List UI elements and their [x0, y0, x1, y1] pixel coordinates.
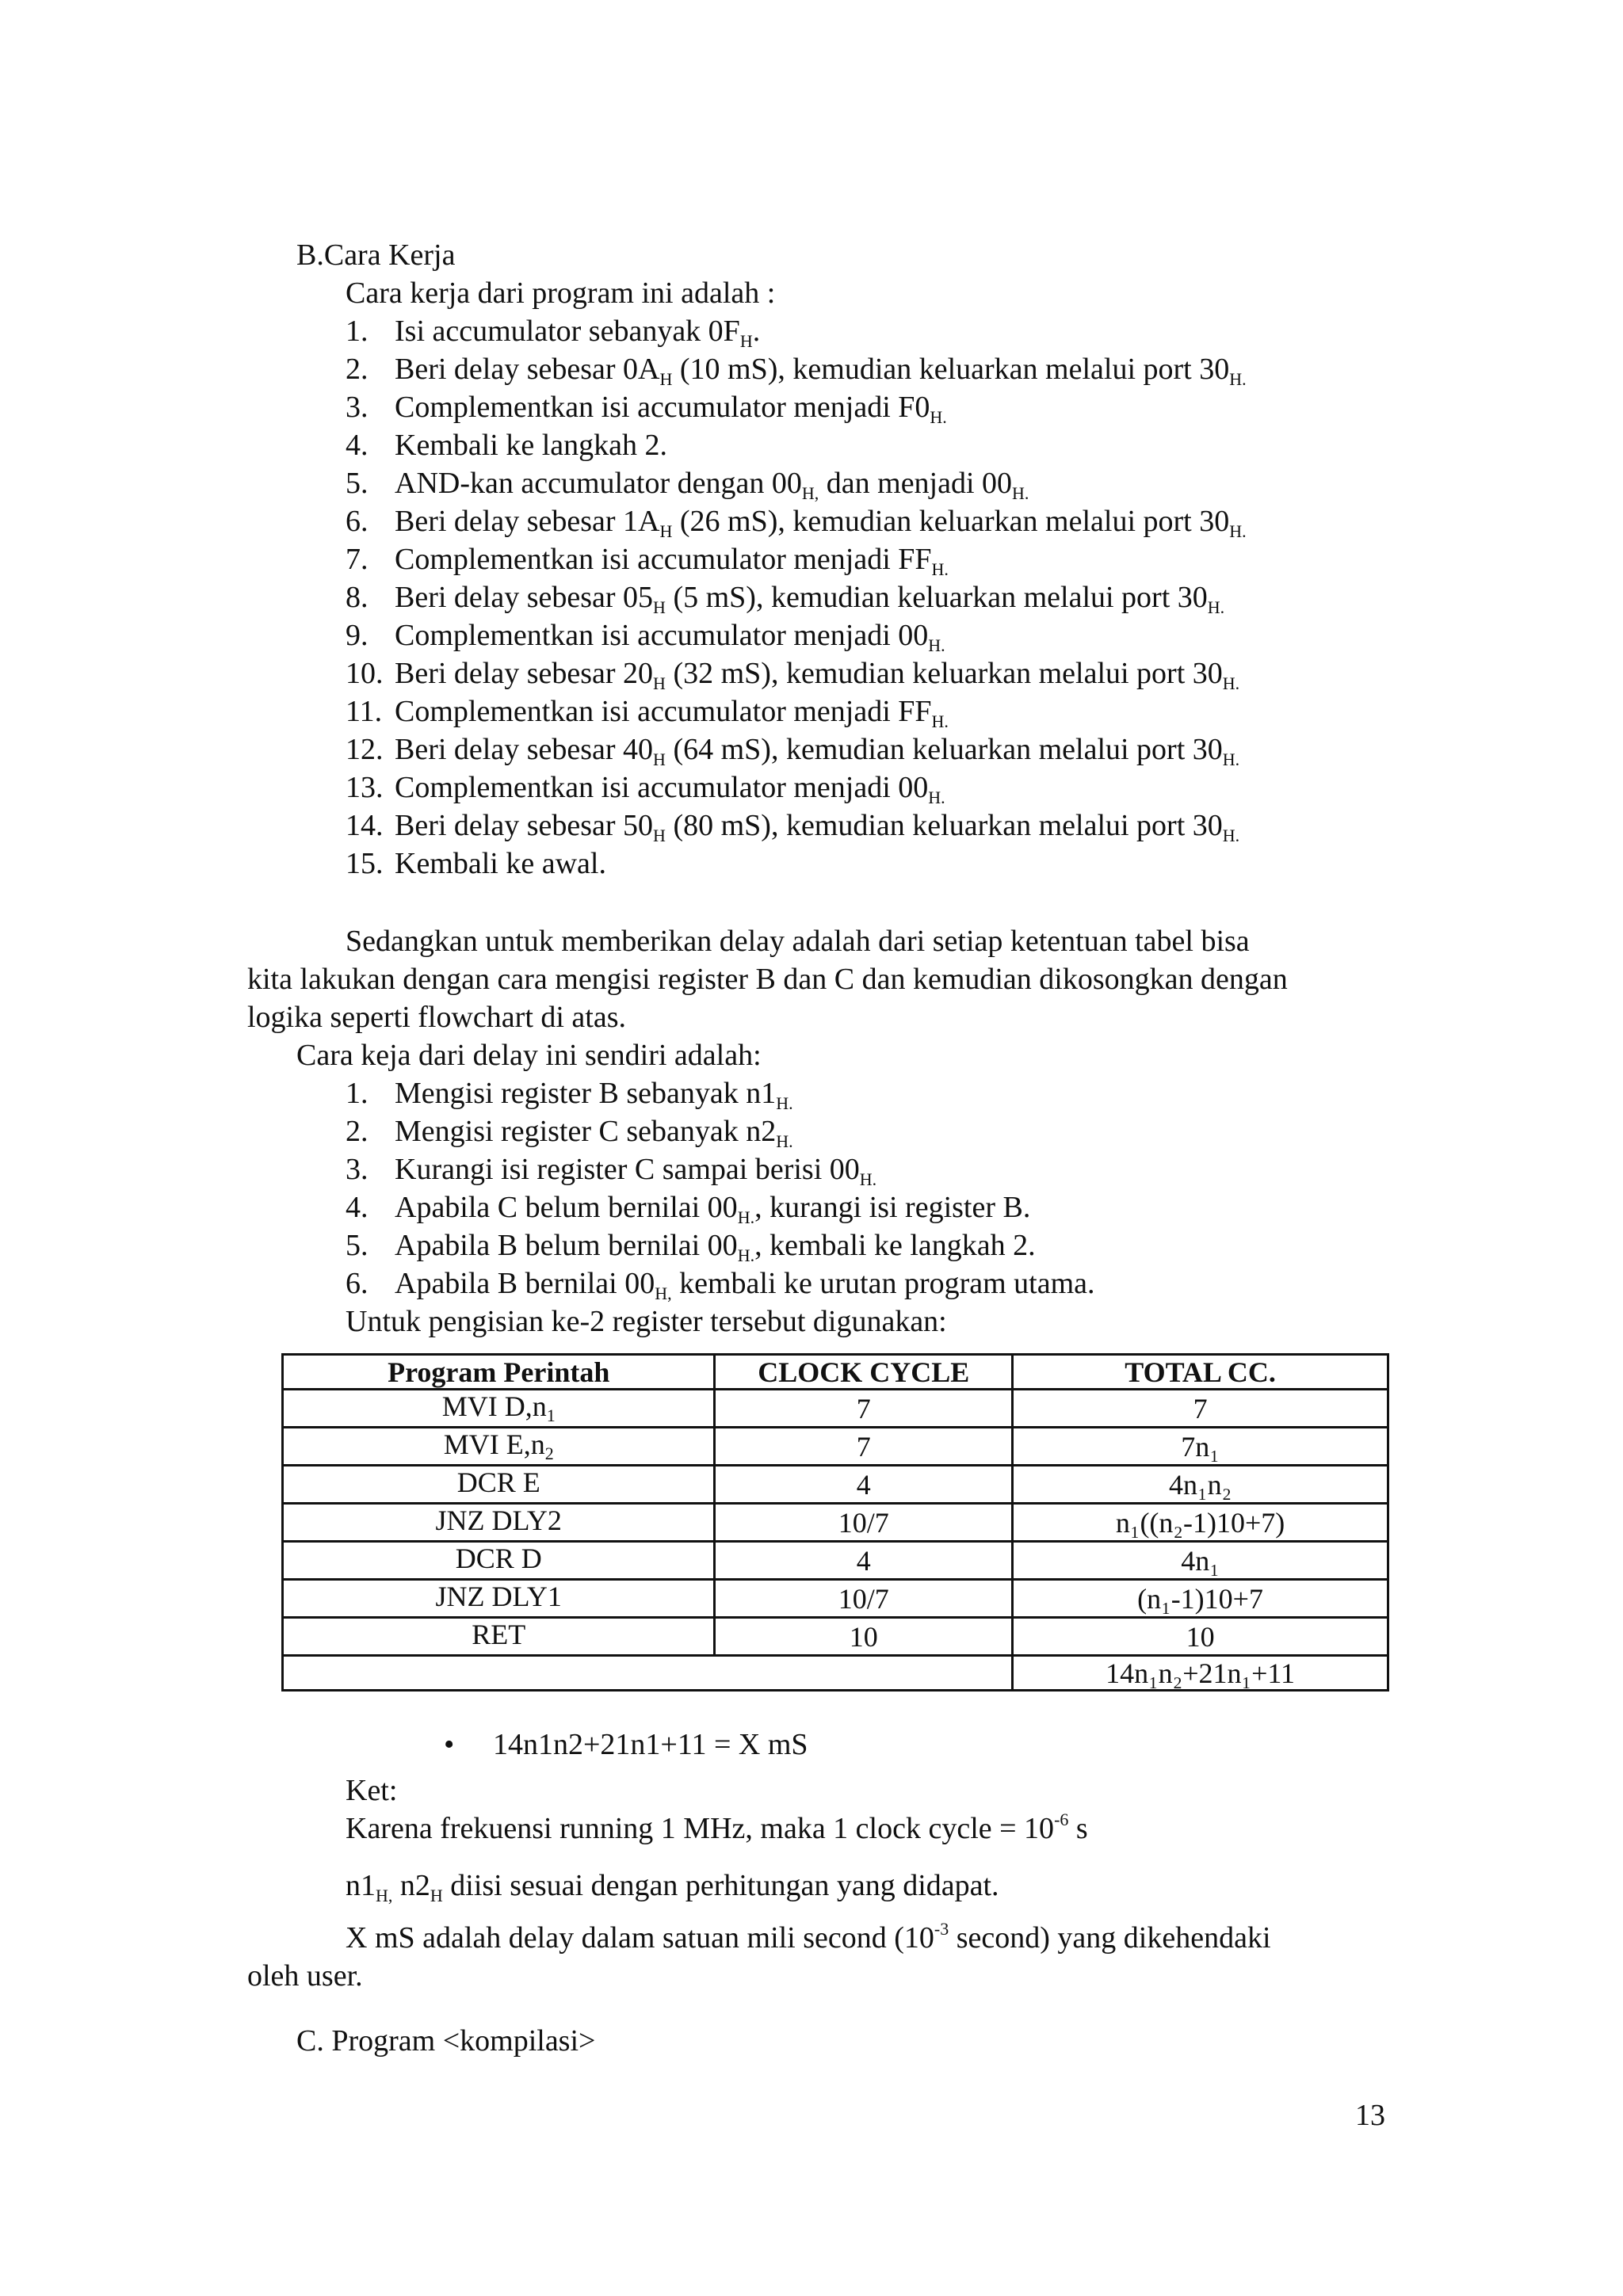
- section-b-step: [346, 730, 1239, 772]
- step-subscript: H.: [1229, 369, 1247, 389]
- step-text: Mengisi register C sebanyak n2: [395, 1115, 777, 1148]
- table-row: [283, 1390, 1388, 1428]
- paragraph-line-2: kita lakukan dengan cara mengisi register B dan C dan kemudian dikosongkan dengan: [247, 963, 1288, 996]
- cell-command-text: DCR D: [455, 1543, 542, 1574]
- step-number: 5.: [346, 467, 369, 500]
- step-text: Apabila C belum bernilai 00: [395, 1191, 738, 1224]
- step-subscript: H.: [1207, 597, 1225, 617]
- step-subscript: H,: [801, 483, 819, 503]
- cell-total-cc: (n₁-1)10+7: [1013, 1580, 1388, 1618]
- step-text-continued: (80 mS), kemudian keluarkan melalui port 30: [665, 809, 1223, 842]
- cell-program-perintah: [283, 1428, 715, 1466]
- cell-clock-cycle: 10/7: [715, 1504, 1013, 1542]
- step-number: 6.: [346, 505, 369, 538]
- section-b-step: [346, 578, 1224, 620]
- step-subscript: H: [659, 369, 673, 389]
- step-subscript: H.: [931, 559, 949, 579]
- section-b-step: [346, 654, 1239, 696]
- ket-line-3-exponent: -3: [934, 1919, 949, 1939]
- step-number: 11.: [346, 695, 383, 728]
- delay-step: [346, 1264, 1095, 1306]
- formula-text: 14n1n2+21n1+11 = X mS: [493, 1728, 808, 1761]
- step-number: 4.: [346, 429, 369, 462]
- step-text: Apabila B bernilai 00: [395, 1267, 655, 1300]
- section-b-intro: Cara kerja dari program ini adalah :: [346, 277, 776, 310]
- step-subscript: H: [739, 331, 753, 351]
- cell-clock-cycle: 4: [715, 1542, 1013, 1580]
- cell-clock-cycle: 10/7: [715, 1580, 1013, 1618]
- step-text-end: kembali ke urutan program utama.: [671, 1267, 1095, 1300]
- cell-program-perintah: [283, 1390, 715, 1428]
- section-b-step: [346, 350, 1247, 392]
- step-subscript: H.: [928, 635, 945, 655]
- section-b-step: [346, 388, 947, 430]
- step-text: Isi accumulator sebanyak 0F: [395, 315, 740, 348]
- section-b-step: [346, 692, 949, 734]
- step-subscript: H.: [1229, 521, 1247, 541]
- cell-empty: [283, 1656, 1013, 1691]
- ket-line-1-exponent: -6: [1054, 1810, 1069, 1829]
- step-text: Complementkan isi accumulator menjadi FF: [395, 695, 932, 728]
- cell-total-cc: n₁((n₂-1)10+7): [1013, 1504, 1388, 1542]
- step-number: 8.: [346, 581, 369, 614]
- delay-step: [346, 1112, 793, 1154]
- delay-heading: Cara keja dari delay ini sendiri adalah:: [296, 1039, 762, 1072]
- table-body: [283, 1390, 1388, 1691]
- step-subscript: H.: [1222, 826, 1240, 845]
- cell-total-cc: 4n₁n₂: [1013, 1466, 1388, 1504]
- step-text: Beri delay sebesar 1A: [395, 505, 660, 538]
- step-text: Beri delay sebesar 05: [395, 581, 654, 614]
- step-text: Beri delay sebesar 50: [395, 809, 654, 842]
- section-b-step: [346, 807, 1239, 849]
- step-text-continued: .: [752, 315, 761, 348]
- step-text: AND-kan accumulator dengan 00: [395, 467, 802, 500]
- section-b-step: [346, 540, 949, 582]
- table-row: [283, 1504, 1388, 1542]
- step-subscript: H.: [859, 1169, 877, 1189]
- step-text: Kembali ke awal.: [395, 847, 606, 880]
- step-number: 4.: [346, 1191, 369, 1224]
- ket-line-3-rest: second) yang dikehendaki: [949, 1921, 1271, 1955]
- ket-n1-sub: H,: [376, 1886, 393, 1905]
- ket-line-3: [346, 1919, 1271, 1961]
- step-subscript: H.: [737, 1245, 755, 1265]
- cell-program-perintah: [283, 1618, 715, 1656]
- step-text-continued: (5 mS), kemudian keluarkan melalui port 30: [665, 581, 1208, 614]
- ket-line-2: [346, 1867, 999, 1909]
- step-subscript: H.: [928, 788, 945, 807]
- cell-total-cc: 10: [1013, 1618, 1388, 1656]
- step-number: 12.: [346, 733, 384, 766]
- formula-line: [444, 1726, 808, 1764]
- cell-command-text: MVI E,n: [443, 1428, 545, 1460]
- ket-n1: n1: [346, 1869, 376, 1902]
- step-text: Complementkan isi accumulator menjadi 00: [395, 771, 929, 804]
- section-c-heading: C. Program <kompilasi>: [296, 2024, 596, 2058]
- cell-total-cc: 7n₁: [1013, 1428, 1388, 1466]
- table-row: [283, 1618, 1388, 1656]
- header-total-cc: TOTAL CC.: [1013, 1355, 1388, 1390]
- cell-clock-cycle: 4: [715, 1466, 1013, 1504]
- ket-n2: n2: [392, 1869, 430, 1902]
- table-row: [283, 1466, 1388, 1504]
- step-subscript: H.: [1222, 749, 1240, 769]
- section-b-heading: B.Cara Kerja: [296, 238, 456, 272]
- bullet-icon: •: [444, 1728, 455, 1761]
- step-subscript: H,: [655, 1283, 672, 1303]
- ket-line-1: [346, 1810, 1088, 1852]
- step-number: 5.: [346, 1229, 369, 1262]
- cell-command-subscript: 1: [546, 1405, 556, 1425]
- cell-program-perintah: [283, 1580, 715, 1618]
- table-sum-row: [283, 1656, 1388, 1691]
- step-text: Complementkan isi accumulator menjadi F0: [395, 391, 930, 424]
- ket-line-1-text: Karena frekuensi running 1 MHz, maka 1 clock cycle = 10: [346, 1812, 1055, 1845]
- step-text-continued: (10 mS), kemudian keluarkan melalui port 30: [672, 353, 1230, 386]
- step-text: Apabila B belum bernilai 00: [395, 1229, 738, 1262]
- cell-command-subscript: 2: [544, 1444, 554, 1463]
- header-program-perintah: Program Perintah: [283, 1355, 715, 1390]
- cell-command-text: JNZ DLY2: [435, 1505, 562, 1536]
- step-subscript: H.: [737, 1207, 755, 1227]
- table-header-row: [283, 1355, 1388, 1390]
- step-text: Beri delay sebesar 40: [395, 733, 654, 766]
- step-subscript: H: [653, 673, 666, 693]
- step-subscript: H.: [776, 1131, 793, 1151]
- delay-step: [346, 1074, 793, 1116]
- table-intro: Untuk pengisian ke-2 register tersebut digunakan:: [346, 1305, 947, 1338]
- cell-program-perintah: [283, 1542, 715, 1580]
- step-subscript: H: [653, 597, 666, 617]
- step-number: 3.: [346, 391, 369, 424]
- step-number: 13.: [346, 771, 384, 804]
- step-subscript: H: [653, 826, 666, 845]
- cell-command-text: JNZ DLY1: [435, 1581, 562, 1612]
- paragraph-line-1: Sedangkan untuk memberikan delay adalah dari setiap ketentuan tabel bisa: [346, 925, 1250, 958]
- header-clock-cycle: CLOCK CYCLE: [715, 1355, 1013, 1390]
- table-row: [283, 1542, 1388, 1580]
- step-text-end: , kurangi isi register B.: [754, 1191, 1031, 1224]
- step-subscript: H.: [1222, 673, 1240, 693]
- delay-step: [346, 1150, 876, 1192]
- clock-cycle-table: [281, 1353, 1389, 1691]
- step-number: 15.: [346, 847, 384, 880]
- cell-command-text: RET: [472, 1619, 526, 1650]
- delay-step: [346, 1188, 1030, 1230]
- cell-total-cc: 4n₁: [1013, 1542, 1388, 1580]
- step-number: 3.: [346, 1153, 369, 1186]
- ket-line-3-text: X mS adalah delay dalam satuan mili second (10: [346, 1921, 934, 1955]
- step-text: Mengisi register B sebanyak n1: [395, 1077, 777, 1110]
- step-subscript: H.: [1012, 483, 1029, 503]
- cell-clock-cycle: 10: [715, 1618, 1013, 1656]
- step-number: 14.: [346, 809, 384, 842]
- section-b-step: [346, 464, 1029, 506]
- step-text-continued: (32 mS), kemudian keluarkan melalui port 30: [665, 657, 1223, 690]
- step-text: Beri delay sebesar 20: [395, 657, 654, 690]
- cell-total-sum: 14n₁n₂+21n₁+11: [1013, 1656, 1388, 1691]
- page-number: 13: [1355, 2099, 1385, 2132]
- cell-total-cc: 7: [1013, 1390, 1388, 1428]
- section-b-step: [346, 312, 760, 354]
- ket-line-4: oleh user.: [247, 1959, 363, 1993]
- step-subscript: H.: [930, 407, 947, 427]
- step-subscript: H: [659, 521, 673, 541]
- cell-command-text: MVI D,n: [441, 1390, 547, 1422]
- paragraph-line-3: logika seperti flowchart di atas.: [247, 1001, 627, 1034]
- ket-n2-sub: H: [430, 1886, 443, 1905]
- cell-clock-cycle: 7: [715, 1390, 1013, 1428]
- step-text-continued: (64 mS), kemudian keluarkan melalui port 30: [665, 733, 1223, 766]
- step-number: 2.: [346, 1115, 369, 1148]
- step-text-end: , kembali ke langkah 2.: [754, 1229, 1036, 1262]
- cell-command-text: DCR E: [456, 1466, 540, 1498]
- step-number: 10.: [346, 657, 384, 690]
- ket-line-1-unit: s: [1068, 1812, 1088, 1845]
- section-b-step: [346, 616, 945, 658]
- step-subscript: H.: [931, 711, 949, 731]
- cell-program-perintah: [283, 1466, 715, 1504]
- section-b-step: [346, 769, 945, 810]
- section-b-step: [346, 845, 606, 887]
- step-number: 1.: [346, 315, 369, 348]
- step-text: Beri delay sebesar 0A: [395, 353, 660, 386]
- step-text: Kembali ke langkah 2.: [395, 429, 668, 462]
- step-number: 1.: [346, 1077, 369, 1110]
- step-text: Kurangi isi register C sampai berisi 00: [395, 1153, 860, 1186]
- step-subscript: H: [653, 749, 666, 769]
- cell-program-perintah: [283, 1504, 715, 1542]
- delay-step: [346, 1226, 1036, 1268]
- step-text: Complementkan isi accumulator menjadi 00: [395, 619, 929, 652]
- step-number: 7.: [346, 543, 369, 576]
- step-number: 9.: [346, 619, 369, 652]
- section-b-step: [346, 426, 667, 468]
- step-number: 6.: [346, 1267, 369, 1300]
- ket-label: Ket:: [346, 1774, 398, 1807]
- table-row: [283, 1580, 1388, 1618]
- step-text-continued: (26 mS), kemudian keluarkan melalui port 30: [672, 505, 1230, 538]
- ket-line-2-text: diisi sesuai dengan perhitungan yang didapat.: [442, 1869, 999, 1902]
- step-text-continued: dan menjadi 00: [819, 467, 1013, 500]
- cell-clock-cycle: 7: [715, 1428, 1013, 1466]
- step-subscript: H.: [776, 1093, 793, 1113]
- step-number: 2.: [346, 353, 369, 386]
- section-b-step: [346, 502, 1247, 544]
- step-text: Complementkan isi accumulator menjadi FF: [395, 543, 932, 576]
- table-row: [283, 1428, 1388, 1466]
